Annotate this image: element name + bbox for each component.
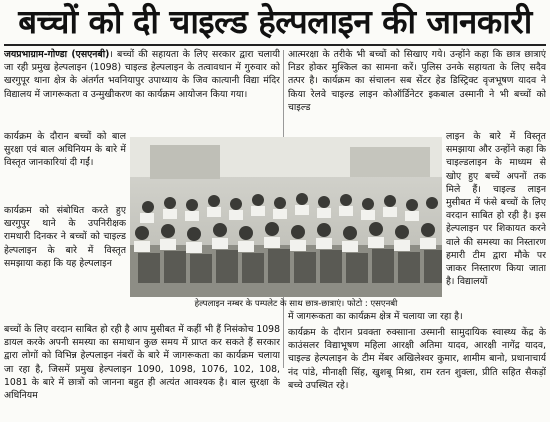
column2-bottom-paragraph: कार्यक्रम के दौरान प्रवक्ता रुक्सााना उस्मानी सामुदायिक स्वास्थ्य केंद्र के काउंसलर विद्याभूषण महिला आरक्षी अतिमा यादव, आरक्षी नागेंद्र यादव, चाइल्ड हेल्पलाइन के टीम मेंबर अखिलेश्वर कुमार, शामीम बानो, प्रधानाचार्य नंद पांडे, मीनाक्षी सिंह, खुशबू मिश्रा, राम रतन शुक्ला, प्रीति सहित सैकड़ों बच्चे उपस्थित रहे। <box>288 327 546 391</box>
students-photo <box>130 137 442 297</box>
headline-rule <box>4 44 546 46</box>
column2-top-paragraph: आत्मरक्षा के तरीके भी बच्चों को सिखाए गये। उन्होंने कहा कि छात्र छात्राएं निडर होकर मुश्किल का सामना करें। पुलिस उनके सहायता के लिए सदैव तत्पर है। कार्यक्रम का संचालन सब सेंटर हेड डिस्ट्रिक्ट वृजभूषण यादव ने किया रेलवे चाइल्ड लाइन कोऑर्डिनेटर इकबाल उस्मानी ने भी बच्चों को चाइल्ड <box>288 49 546 113</box>
dateline: जयप्रभाग्राम-गोण्डा (एसएनबी) <box>4 49 110 60</box>
right-narrow-paragraph: लाइन के बारे में विस्तृत समझाया और उन्होंने कहा कि चाइल्डलाइन के माध्यम से खोए हुए बच्चें अपनों तक मिले हैं। चाइल्ड लाइन मुसीबत में फंसे बच्चों के लिए वरदान साबित हो रही है। इस हेल्पलाइन पर शिकायत करने वाले की समस्या का निस्तारण हमारी टीम द्वारा मौके पर जाकर निस्तारण किया जाता है। विद्यालयों <box>446 131 546 288</box>
headline: बच्चों को दी चाइल्ड हेल्पलाइन की जानकारी <box>18 2 532 41</box>
left-narrow-paragraph-2: कार्यक्रम को संबोधित करते हुए खरगुपुर थाने के उपनिरीक्षक रामधारी दिनकर ने बच्चों को चाइल्ड हेल्पलाइन के बारे में विस्तृत समझाया कहा कि यह हेल्पलाइन <box>4 205 126 269</box>
column1-top-paragraph <box>4 48 280 128</box>
photo-caption: हेल्पलाइन नम्बर के पम्पलेट के साथ छात्र-छात्राएं। फोटो : एसएनबी <box>194 299 398 309</box>
column1-top-text: । बच्चों की सहायता के लिए सरकार द्वारा चलायी जा रही प्रमुख हेल्पलाइन (1098) चाइल्ड हेल्पलाइन के तत्वावधान में गुरुवार को खरगुपूर थाना क्षेत्र के अंतर्गत भवनियापुर उपाध्याय के जिव कात्यानी विद्या मंदिर विद्यालय में जागरूकता व उन्मुखीकरण का कार्यक्रम आयोजन किया गया। <box>4 49 280 100</box>
column1-bottom-paragraph: बच्चों के लिए वरदान साबित हो रही है आप मुसीबत में कहीं भी हैं निसंकोच 1098 डायल करके अपनी समस्या का समाधान कुछ समय में प्राप्त कर सकते हैं सरकार द्वारा लोगों को विभिन्न हेल्पलाइन नंबरों के बारे में जागरूकता का कार्यक्रम चलाया जा रहा है, जिसमें प्रमुख हेल्पलाइन 1090, 1098, 1076, 102, 108, 1081 के बारे में छात्रों को जानना बहुत ही अत्यंत आवश्यक है। बाल सुरक्षा के अधिनियम <box>4 324 280 402</box>
left-narrow-paragraph-1: कार्यक्रम के दौरान बच्चों को बाल सुरक्षा एवं बाल अधिनियम के बारे में विस्तृत जानकारियां दी गईं। <box>4 131 126 169</box>
column2-bottom-line: में जागरूकता का कार्यक्रम क्षेत्र में चलाया जा रहा है। <box>288 311 463 322</box>
